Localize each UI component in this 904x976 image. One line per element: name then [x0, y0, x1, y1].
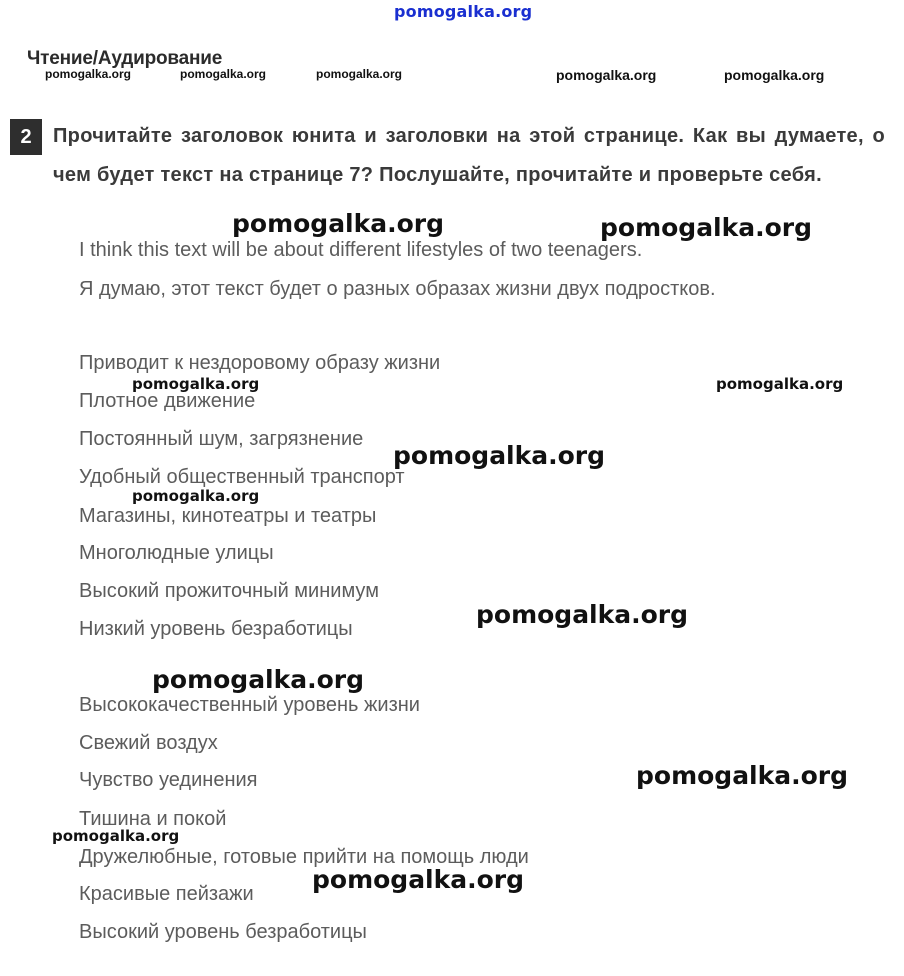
section-title: Чтение/Аудирование: [27, 48, 223, 69]
task-instruction: Прочитайте заголовок юнита и заголовки на этой странице. Как вы думаете, о чем будет текст на странице 7? Послушайте, прочитайте и проверьте себя.: [53, 125, 885, 186]
list-item: Плотное движение: [79, 390, 256, 412]
task-number-badge: 2: [10, 119, 42, 155]
watermark: pomogalka.org: [316, 67, 403, 81]
list-item: Красивые пейзажи: [79, 883, 254, 905]
watermark: pomogalka.org: [152, 665, 365, 694]
watermark: pomogalka.org: [716, 375, 844, 393]
answer-english: I think this text will be about different lifestyles of two teenagers.: [79, 239, 643, 261]
list-item: Низкий уровень безработицы: [79, 618, 353, 640]
list-item: Чувство уединения: [79, 769, 258, 791]
list-item: Тишина и покой: [79, 808, 227, 830]
watermark: pomogalka.org: [312, 865, 525, 894]
list-item: Многолюдные улицы: [79, 542, 274, 564]
list-item: Постоянный шум, загрязнение: [79, 428, 364, 450]
watermark: pomogalka.org: [636, 761, 849, 790]
watermark: pomogalka.org: [393, 441, 606, 470]
list-item: Приводит к нездоровому образу жизни: [79, 352, 441, 374]
watermark: pomogalka.org: [232, 209, 445, 238]
watermark: pomogalka.org: [52, 827, 180, 845]
watermark: pomogalka.org: [724, 67, 825, 83]
watermark: pomogalka.org: [132, 487, 260, 505]
watermark: pomogalka.org: [556, 67, 657, 83]
list-item: Свежий воздух: [79, 732, 218, 754]
watermark: pomogalka.org: [476, 600, 689, 629]
watermark: pomogalka.org: [600, 213, 813, 242]
list-item: Высокий уровень безработицы: [79, 921, 367, 943]
list-item: Высокий прожиточный минимум: [79, 580, 379, 602]
list-item: Высококачественный уровень жизни: [79, 694, 420, 716]
watermark: pomogalka.org: [45, 67, 132, 81]
watermark-top: pomogalka.org: [394, 2, 533, 21]
watermark: pomogalka.org: [180, 67, 267, 81]
list-item: Удобный общественный транспорт: [79, 466, 405, 488]
watermark: pomogalka.org: [132, 375, 260, 393]
list-item: Магазины, кинотеатры и театры: [79, 505, 377, 527]
list-item: Дружелюбные, готовые прийти на помощь люди: [79, 846, 529, 868]
answer-russian: Я думаю, этот текст будет о разных образах жизни двух подростков.: [79, 278, 716, 300]
